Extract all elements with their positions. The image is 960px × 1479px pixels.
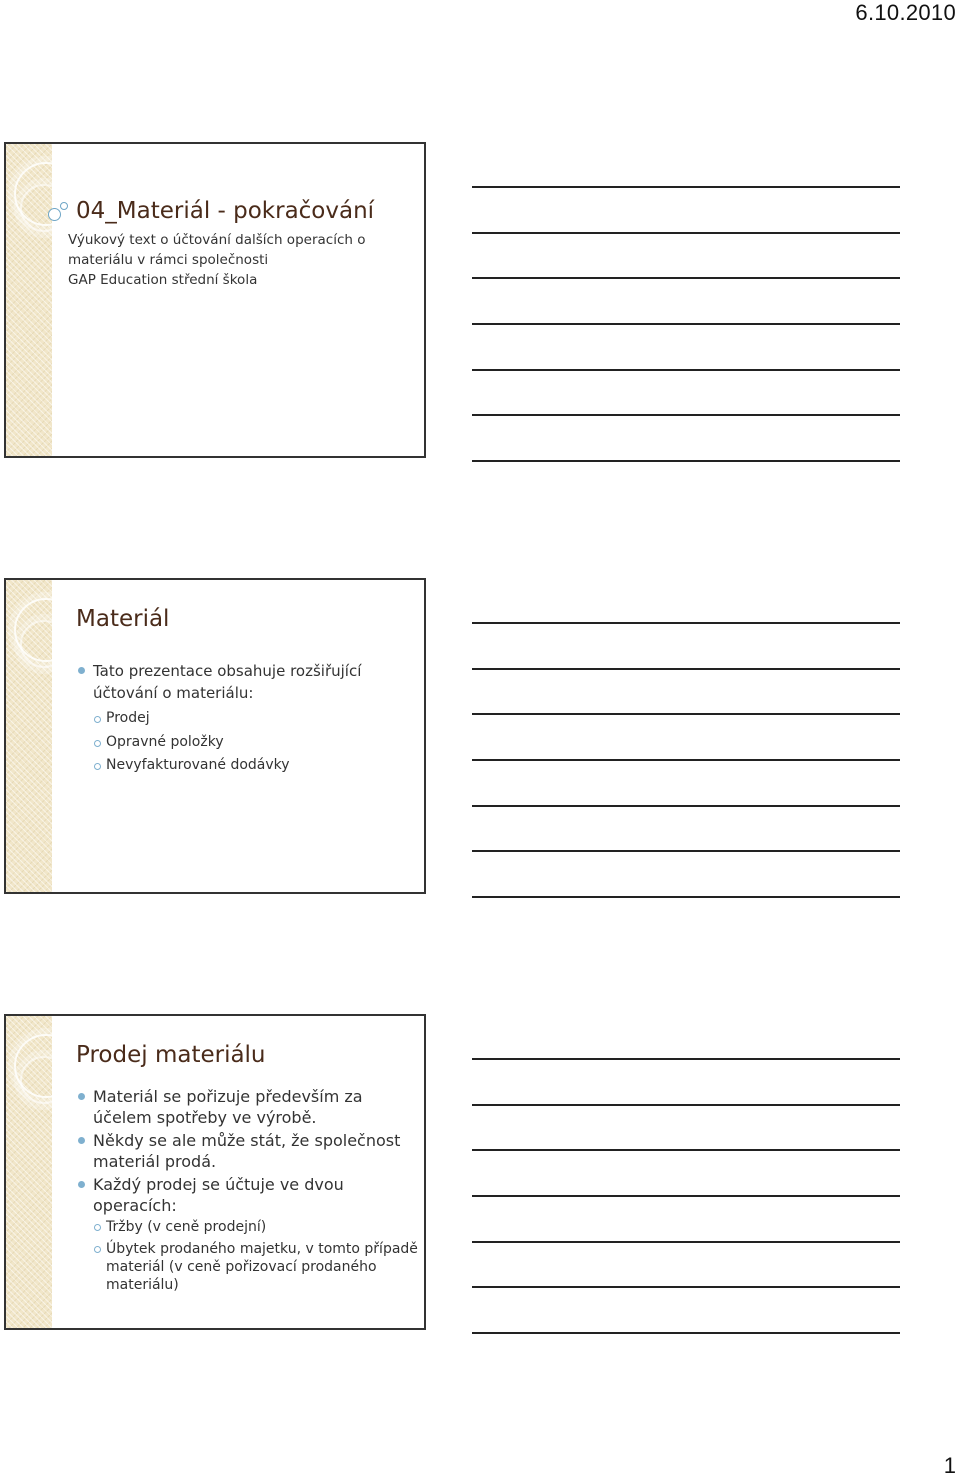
note-line: [472, 1195, 900, 1197]
slide-3: [4, 1014, 426, 1330]
note-line: [472, 1241, 900, 1243]
slide-2: [4, 578, 426, 894]
slide-title: 04_Materiál - pokračování: [76, 198, 375, 224]
sub-bullet-item: Tržby (v ceně prodejní): [78, 1218, 418, 1236]
subtitle-line: Výukový text o účtování dalších operacích o: [68, 232, 366, 248]
note-line: [472, 232, 900, 234]
note-line: [472, 1149, 900, 1151]
bullet-item: Každý prodej se účtuje ve dvou operacích:: [78, 1174, 418, 1216]
title-bubbles-icon: [48, 202, 68, 222]
note-line: [472, 1104, 900, 1106]
note-line: [472, 186, 900, 188]
sub-bullet-item: Nevyfakturované dodávky: [78, 754, 408, 778]
note-line: [472, 460, 900, 462]
note-line: [472, 805, 900, 807]
note-line: [472, 323, 900, 325]
page-number: 1: [943, 1453, 956, 1478]
subtitle-line: materiálu v rámci společnosti: [68, 252, 269, 268]
note-line: [472, 622, 900, 624]
slide-decoration-strip: [6, 580, 52, 892]
bullet-list: [78, 660, 408, 778]
note-line: [472, 1058, 900, 1060]
note-line: [472, 713, 900, 715]
sub-bullet-item: Prodej: [78, 707, 408, 731]
note-line: [472, 668, 900, 670]
note-line: [472, 759, 900, 761]
slide-decoration-strip: [6, 144, 52, 456]
note-line: [472, 1286, 900, 1288]
sub-bullet-item: Opravné položky: [78, 731, 408, 755]
note-line: [472, 414, 900, 416]
bullet-item: Tato prezentace obsahuje rozšiřující účtování o materiálu:: [78, 660, 408, 704]
slide-decoration-strip: [6, 1016, 52, 1328]
bullet-item: Materiál se pořizuje především za účelem spotřeby ve výrobě.: [78, 1086, 418, 1128]
note-line: [472, 850, 900, 852]
subtitle-line: GAP Education střední škola: [68, 272, 258, 288]
note-line: [472, 1332, 900, 1334]
note-line: [472, 896, 900, 898]
bullet-list: [78, 1086, 418, 1298]
slide-1: [4, 142, 426, 458]
note-line: [472, 369, 900, 371]
slide-title: Prodej materiálu: [76, 1042, 266, 1068]
swirl-decoration-icon: [20, 1056, 68, 1104]
slide-subtitle: [68, 230, 368, 290]
page-date: 6.10.2010: [855, 0, 956, 25]
sub-bullet-item: Úbytek prodaného majetku, v tomto případě materiál (v ceně pořizovací prodaného materiálu): [78, 1240, 418, 1294]
slide-title: Materiál: [76, 606, 170, 632]
note-line: [472, 277, 900, 279]
bullet-item: Někdy se ale může stát, že společnost materiál prodá.: [78, 1130, 418, 1172]
swirl-decoration-icon: [20, 620, 68, 668]
